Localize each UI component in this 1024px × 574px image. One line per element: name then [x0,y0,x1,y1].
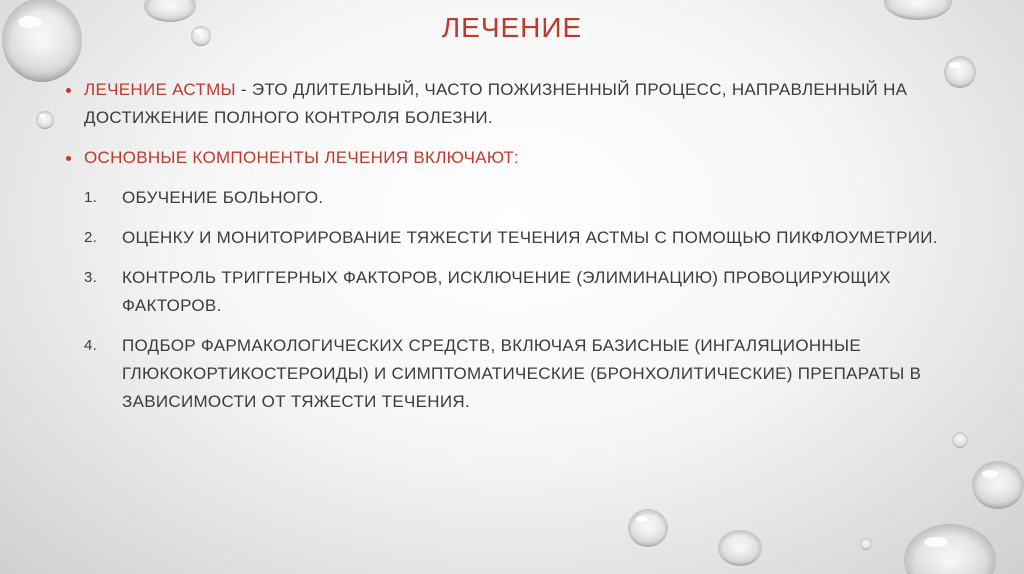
slide-title: ЛЕЧЕНИЕ [441,12,583,43]
drop-right-middle [952,432,968,448]
intro-bullet [66,76,966,132]
drop-bottom-center-right [718,530,762,566]
list-item-number: 4. [84,337,98,354]
list-item-number: 1. [84,189,98,206]
list-item [66,332,966,416]
list-item-text: КОНТРОЛЬ ТРИГГЕРНЫХ ФАКТОРОВ, ИСКЛЮЧЕНИЕ (ЭЛИМИНАЦИЮ) ПРОВОЦИРУЮЩИХ ФАКТОРОВ. [122,268,891,315]
components-list [66,184,966,416]
drop-bottom-tiny [860,538,872,550]
list-item-number: 2. [84,229,98,246]
drop-bottom-right-large [972,461,1024,509]
drop-bottom-right-huge [904,524,996,574]
list-item [66,224,966,252]
drop-left-mid [36,111,54,129]
list-item-number: 3. [84,269,98,286]
intro-text: - ЭТО ДЛИТЕЛЬНЫЙ, ЧАСТО ПОЖИЗНЕННЫЙ ПРОЦЕСС, НАПРАВЛЕННЫЙ НА ДОСТИЖЕНИЕ ПОЛНОГО КОНТРОЛЯ БОЛЕЗНИ. [84,80,908,127]
components-heading: ОСНОВНЫЕ КОМПОНЕНТЫ ЛЕЧЕНИЯ ВКЛЮЧАЮТ: [66,144,966,172]
list-item [66,184,966,212]
list-item [66,264,966,320]
list-item-text: ОЦЕНКУ И МОНИТОРИРОВАНИЕ ТЯЖЕСТИ ТЕЧЕНИЯ АСТМЫ С ПОМОЩЬЮ ПИКФЛОУМЕТРИИ. [122,228,938,247]
drop-bottom-center [628,509,668,547]
list-item-text: ОБУЧЕНИЕ БОЛЬНОГО. [122,188,324,207]
intro-highlight: ЛЕЧЕНИЕ АСТМЫ [84,80,236,99]
slide-content [66,76,966,428]
list-item-text: ПОДБОР ФАРМАКОЛОГИЧЕСКИХ СРЕДСТВ, ВКЛЮЧАЯ БАЗИСНЫЕ (ИНГАЛЯЦИОННЫЕ ГЛЮКОКОРТИКОСТЕРОИДЫ) И СИМПТОМАТИЧЕСКИЕ (БРОНХОЛИТИЧЕСКИЕ) ПРЕПАРАТЫ В ЗАВИСИМОСТИ ОТ ТЯЖЕСТИ ТЕЧЕНИЯ. [122,336,922,411]
